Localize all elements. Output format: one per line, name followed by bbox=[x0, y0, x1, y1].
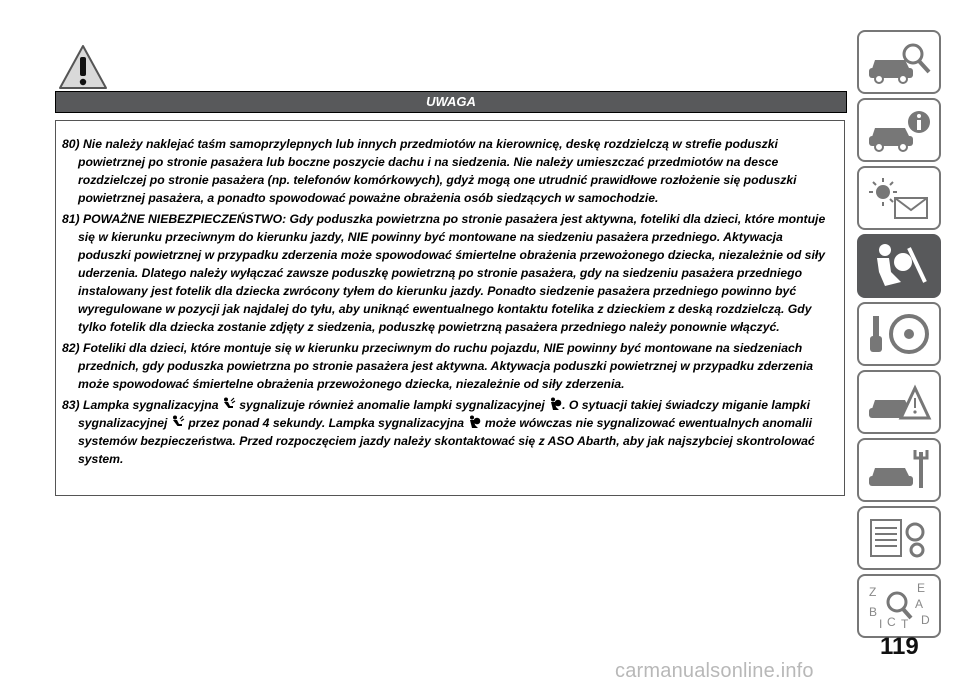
warning-header: UWAGA bbox=[55, 91, 847, 113]
page-number: 119 bbox=[880, 633, 919, 660]
tab-maintenance[interactable] bbox=[857, 438, 941, 502]
hazard-triangle-car-icon bbox=[865, 378, 933, 426]
tab-emergency[interactable] bbox=[857, 370, 941, 434]
note-83-part-4: przez ponad 4 sekundy. Lampka sygnalizacyjna bbox=[184, 416, 468, 430]
tab-safety[interactable] bbox=[857, 234, 941, 298]
technical-data-icon bbox=[865, 514, 933, 562]
car-wrench-icon bbox=[865, 446, 933, 494]
watermark: carmanualsonline.info bbox=[615, 660, 814, 682]
tab-technical-data[interactable] bbox=[857, 506, 941, 570]
car-search-icon bbox=[865, 38, 933, 86]
note-83 bbox=[62, 396, 838, 468]
tab-car-search[interactable] bbox=[857, 30, 941, 94]
tab-index[interactable] bbox=[857, 574, 941, 638]
svg-text:A: A bbox=[915, 597, 924, 611]
passenger-airbag-off-warning-icon bbox=[171, 415, 185, 429]
key-steering-wheel-icon bbox=[865, 310, 933, 358]
tab-car-info[interactable] bbox=[857, 98, 941, 162]
tab-warning-lights[interactable] bbox=[857, 166, 941, 230]
tab-starting-driving[interactable] bbox=[857, 302, 941, 366]
svg-text:D: D bbox=[921, 613, 930, 627]
svg-text:Z: Z bbox=[869, 585, 877, 599]
passenger-airbag-off-warning-icon bbox=[222, 397, 236, 411]
warning-content bbox=[55, 120, 845, 496]
note-82: 82) Foteliki dla dzieci, które montuje się w kierunku przeciwnym do ruchu pojazdu, NIE powinny być montowane na siedzeniach przednich, gdy poduszka powietrzna po stronie pasażera jest aktywna. Aktywacja poduszki powietrznej w przypadku zderzenia może spowodować śmiertelne obrażenia przewożonego dziecka, niezależnie od siły zderzenia. bbox=[62, 341, 814, 391]
note-83-part-1: 83) Lampka sygnalizacyjna bbox=[62, 398, 222, 412]
svg-text:E: E bbox=[917, 582, 926, 595]
car-info-icon bbox=[865, 106, 933, 154]
svg-text:I: I bbox=[879, 617, 883, 630]
note-80: 80) Nie należy naklejać taśm samoprzylepnych lub innych przedmiotów na kierownicę, deskę rozdzielczą w strefie poduszki powietrznej po stronie pasażera lub boczne poszycie dachu i na siedzenia. Nie należy umieszczać przedmiotów na desce rozdzielczej po stronie pasażera (np. telefonów komórkowych), gdyż mogą one utrudnić prawidłowe rozłożenie się poduszki powietrznej pasażera, a ponadto spowodować poważne obrażenia osób siedzących w samochodzie. bbox=[62, 137, 797, 205]
note-81: 81) POWAŻNE NIEBEZPIECZEŃSTWO: Gdy poduszka powietrzna po stronie pasażera jest aktywna, foteliki dla dzieci, które montuje się w kierunku przeciwnym do kierunku jazdy, NIE powinny być montowane na siedzeniu pasażera przedniego. Aktywacja poduszki powietrznej w przypadku zderzenia może spowodować śmiertelne obrażenia przewożonego dziecka, niezależnie od siły uderzenia. Dlatego należy wyłączać zawsze poduszkę powietrzną po stronie pasażera, gdy na siedzeniu pasażera przedniego instalowany jest fotelik dla dziecka zwrócony tyłem do kierunku jazdy. Ponadto siedzenie pasażera przedniego powinno być wyregulowane w pozycji jak najdalej do tyłu, aby uniknąć ewentualnego kontaktu fotelika z dzieckiem z deską rozdzielczą. Gdy tylko fotelik dla dziecka zostanie zdjęty z siedzenia, poduszkę powietrzną pasażera przedniego należy ponownie włączyć. bbox=[62, 212, 826, 334]
warning-triangle-icon bbox=[58, 44, 108, 90]
note-83-part-5: może wówczas nie sygnalizować ewentualnych anomalii systemów bezpieczeństwa. Przed rozpoczęciem jazdy należy skontaktować się z ASO Abarth, aby jak najszybciej skontrolować system. bbox=[78, 416, 815, 466]
note-83-part-3: . O sytuacji takiej świadczy miganie lampki sygnalizacyjnej bbox=[78, 398, 811, 430]
airbag-warning-icon bbox=[467, 415, 481, 429]
airbag-warning-icon bbox=[548, 397, 562, 411]
airbag-seatbelt-icon bbox=[865, 242, 933, 290]
warning-light-message-icon bbox=[865, 174, 933, 222]
alphabetical-index-icon bbox=[865, 582, 933, 630]
svg-text:C: C bbox=[887, 615, 896, 629]
svg-text:B: B bbox=[869, 605, 878, 619]
svg-text:T: T bbox=[901, 617, 909, 630]
note-83-part-2: sygnalizuje również anomalie lampki sygnalizacyjnej bbox=[235, 398, 549, 412]
